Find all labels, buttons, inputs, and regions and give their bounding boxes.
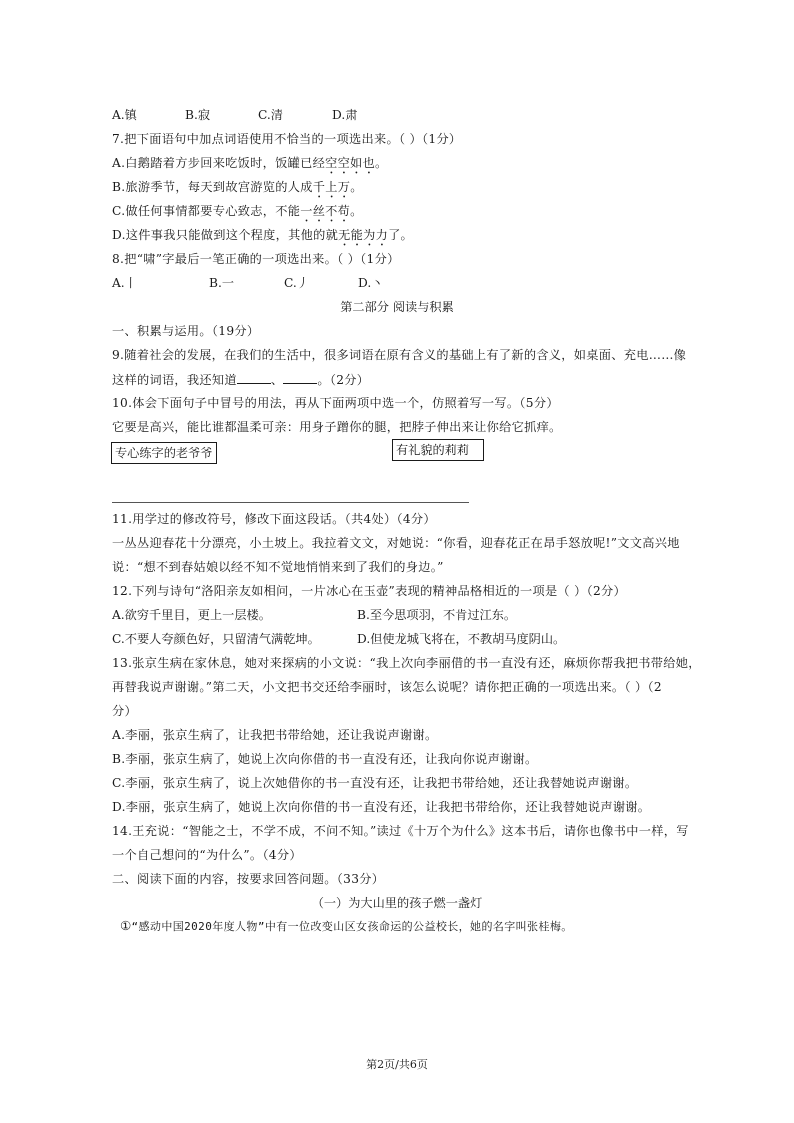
question-14-line-2: 一个自己想问的“为什么”。（4分） [112, 848, 302, 862]
option-a: A.镇 [112, 108, 137, 122]
paragraph-text: “感动中国2020年度人物”中有一位改变山区女孩命运的公益校长，她的名字叫张桂梅。 [131, 920, 573, 933]
question-12-option-b: B.至今思项羽，不肯过江东。 [357, 608, 517, 622]
paragraph-number: ① [120, 918, 132, 933]
question-8-stem: 8.把“啸”字最后一笔正确的一项选出来。（ ）（1分） [112, 252, 400, 266]
question-13-option-a: A.李丽，张京生病了，让我把书带给她，还让我说声谢谢。 [112, 728, 438, 742]
dotted-word: 千上万 [312, 180, 351, 194]
option-text-end: 了。 [388, 228, 414, 242]
question-11-passage-line-1: 一丛丛迎春花十分漂亮，小土坡上。我拉着文文，对她说：“你看，迎春花正在昂手怒放呢!”文文高兴地 [112, 536, 680, 550]
question-13-option-d: D.李丽，张京生病了，她说上次向你借的书一直没有还，让我把书带给你，还让我替她说声谢谢。 [112, 800, 651, 814]
option-text: C.做任何事情都要专心致志，不能 [112, 204, 301, 218]
option-b: B.寂 [185, 108, 211, 122]
separator: 、 [270, 373, 284, 387]
part-1-heading: 一、积累与运用。（19分） [112, 324, 260, 338]
example-sentence: 它要是高兴，能比谁都温柔可亲：用身子蹭你的腿，把脖子伸出来让你给它抓痒。 [112, 420, 562, 434]
option-text-end: 。 [350, 180, 363, 194]
dotted-word: 无能为力 [338, 228, 389, 242]
part-2-heading: 二、阅读下面的内容，按要求回答问题。（33分） [112, 872, 385, 886]
question-12-option-c: C.不要人夸颜色好，只留清气满乾坤。 [112, 632, 320, 646]
question-8-option-a: A.丨 [112, 276, 137, 290]
passage-paragraph-1 [120, 918, 573, 935]
option-text: B.旅游季节，每天到故宫游览的人成 [112, 180, 313, 194]
dotted-word: 一丝不苟 [300, 204, 351, 218]
question-13-option-c: C.李丽，张京生病了，说上次她借你的书一直没有还，让我把书带给她，还让我替她说声谢谢。 [112, 776, 638, 790]
answer-blank-1[interactable] [237, 371, 271, 384]
question-7-option-c [112, 203, 363, 225]
question-7-stem: 7.把下面语句中加点词语使用不恰当的一项选出来。（ ）（1分） [112, 132, 462, 146]
option-text-end: 。 [350, 204, 363, 218]
option-text: D.这件事我只能做到这个程度，其他的就 [112, 228, 339, 242]
question-10-stem: 10.体会下面句子中冒号的用法，再从下面两项中选一个，仿照着写一写。（5分） [112, 396, 559, 410]
question-13-line-2: 再替我说声谢谢。”第二天，小文把书交还给李丽时，该怎么说呢？请你把正确的一项选出来。（ ）（2 [112, 680, 662, 694]
question-13-line-3: 分） [112, 704, 137, 718]
question-13-option-b: B.李丽，张京生病了，她说上次向你借的书一直没有还，让我向你说声谢谢。 [112, 752, 538, 766]
question-12-stem: 12.下列与诗句“洛阳亲友如相问，一片冰心在玉壶”表现的精神品格相近的一项是（ ）（2分） [112, 584, 626, 598]
question-9-line-2 [112, 371, 369, 388]
question-11-passage-line-2: 说：“想不到春姑娘以经不知不觉地悄悄来到了我们的身边。” [112, 560, 444, 574]
question-8-option-d: D.丶 [358, 276, 384, 290]
question-13-line-1: 13.张京生病在家休息，她对来探病的小文说：“我上次向李丽借的书一直没有还，麻烦你帮我把书带给她， [112, 656, 701, 670]
option-text: A.白鹅踏着方步回来吃饭时，饭罐已经 [112, 156, 326, 170]
question-9-text: 这样的词语，我还知道 [112, 373, 237, 387]
option-text-end: 。 [375, 156, 388, 170]
question-9-text-end: 。（2分） [317, 373, 370, 387]
answer-blank-2[interactable] [283, 371, 317, 384]
option-c: C.清 [258, 108, 283, 122]
choice-box-1[interactable]: 专心练字的老爷爷 [111, 442, 217, 464]
question-8-option-b: B.一 [209, 276, 235, 290]
question-7-option-b [112, 179, 363, 201]
question-8-option-c: C.丿 [284, 276, 309, 290]
question-14-line-1: 14.王充说：“智能之士，不学不成，不问不知。”读过《十万个为什么》这本书后，请你也像书中一样，写 [112, 824, 689, 838]
choice-box-2[interactable]: 有礼貌的莉莉 [392, 439, 484, 461]
question-12-option-d: D.但使龙城飞将在，不教胡马度阴山。 [357, 632, 566, 646]
question-9-line-1: 9.随着社会的发展，在我们的生活中，很多词语在原有含义的基础上有了新的含义，如桌面、充电……像 [112, 348, 687, 362]
dotted-word: 空空如也 [325, 156, 376, 170]
question-7-option-a [112, 155, 388, 177]
passage-title: （一）为大山里的孩子燃一盏灯 [311, 896, 483, 910]
option-d: D.肃 [332, 108, 358, 122]
section-title: 第二部分 阅读与积累 [340, 300, 454, 314]
question-11-stem: 11.用学过的修改符号，修改下面这段话。（共4处）（4分） [112, 512, 436, 526]
question-12-option-a: A.欲穷千里目，更上一层楼。 [112, 608, 271, 622]
question-7-option-d [112, 227, 413, 249]
answer-line[interactable] [112, 502, 469, 503]
page-number: 第2页/共6页 [366, 1058, 428, 1071]
